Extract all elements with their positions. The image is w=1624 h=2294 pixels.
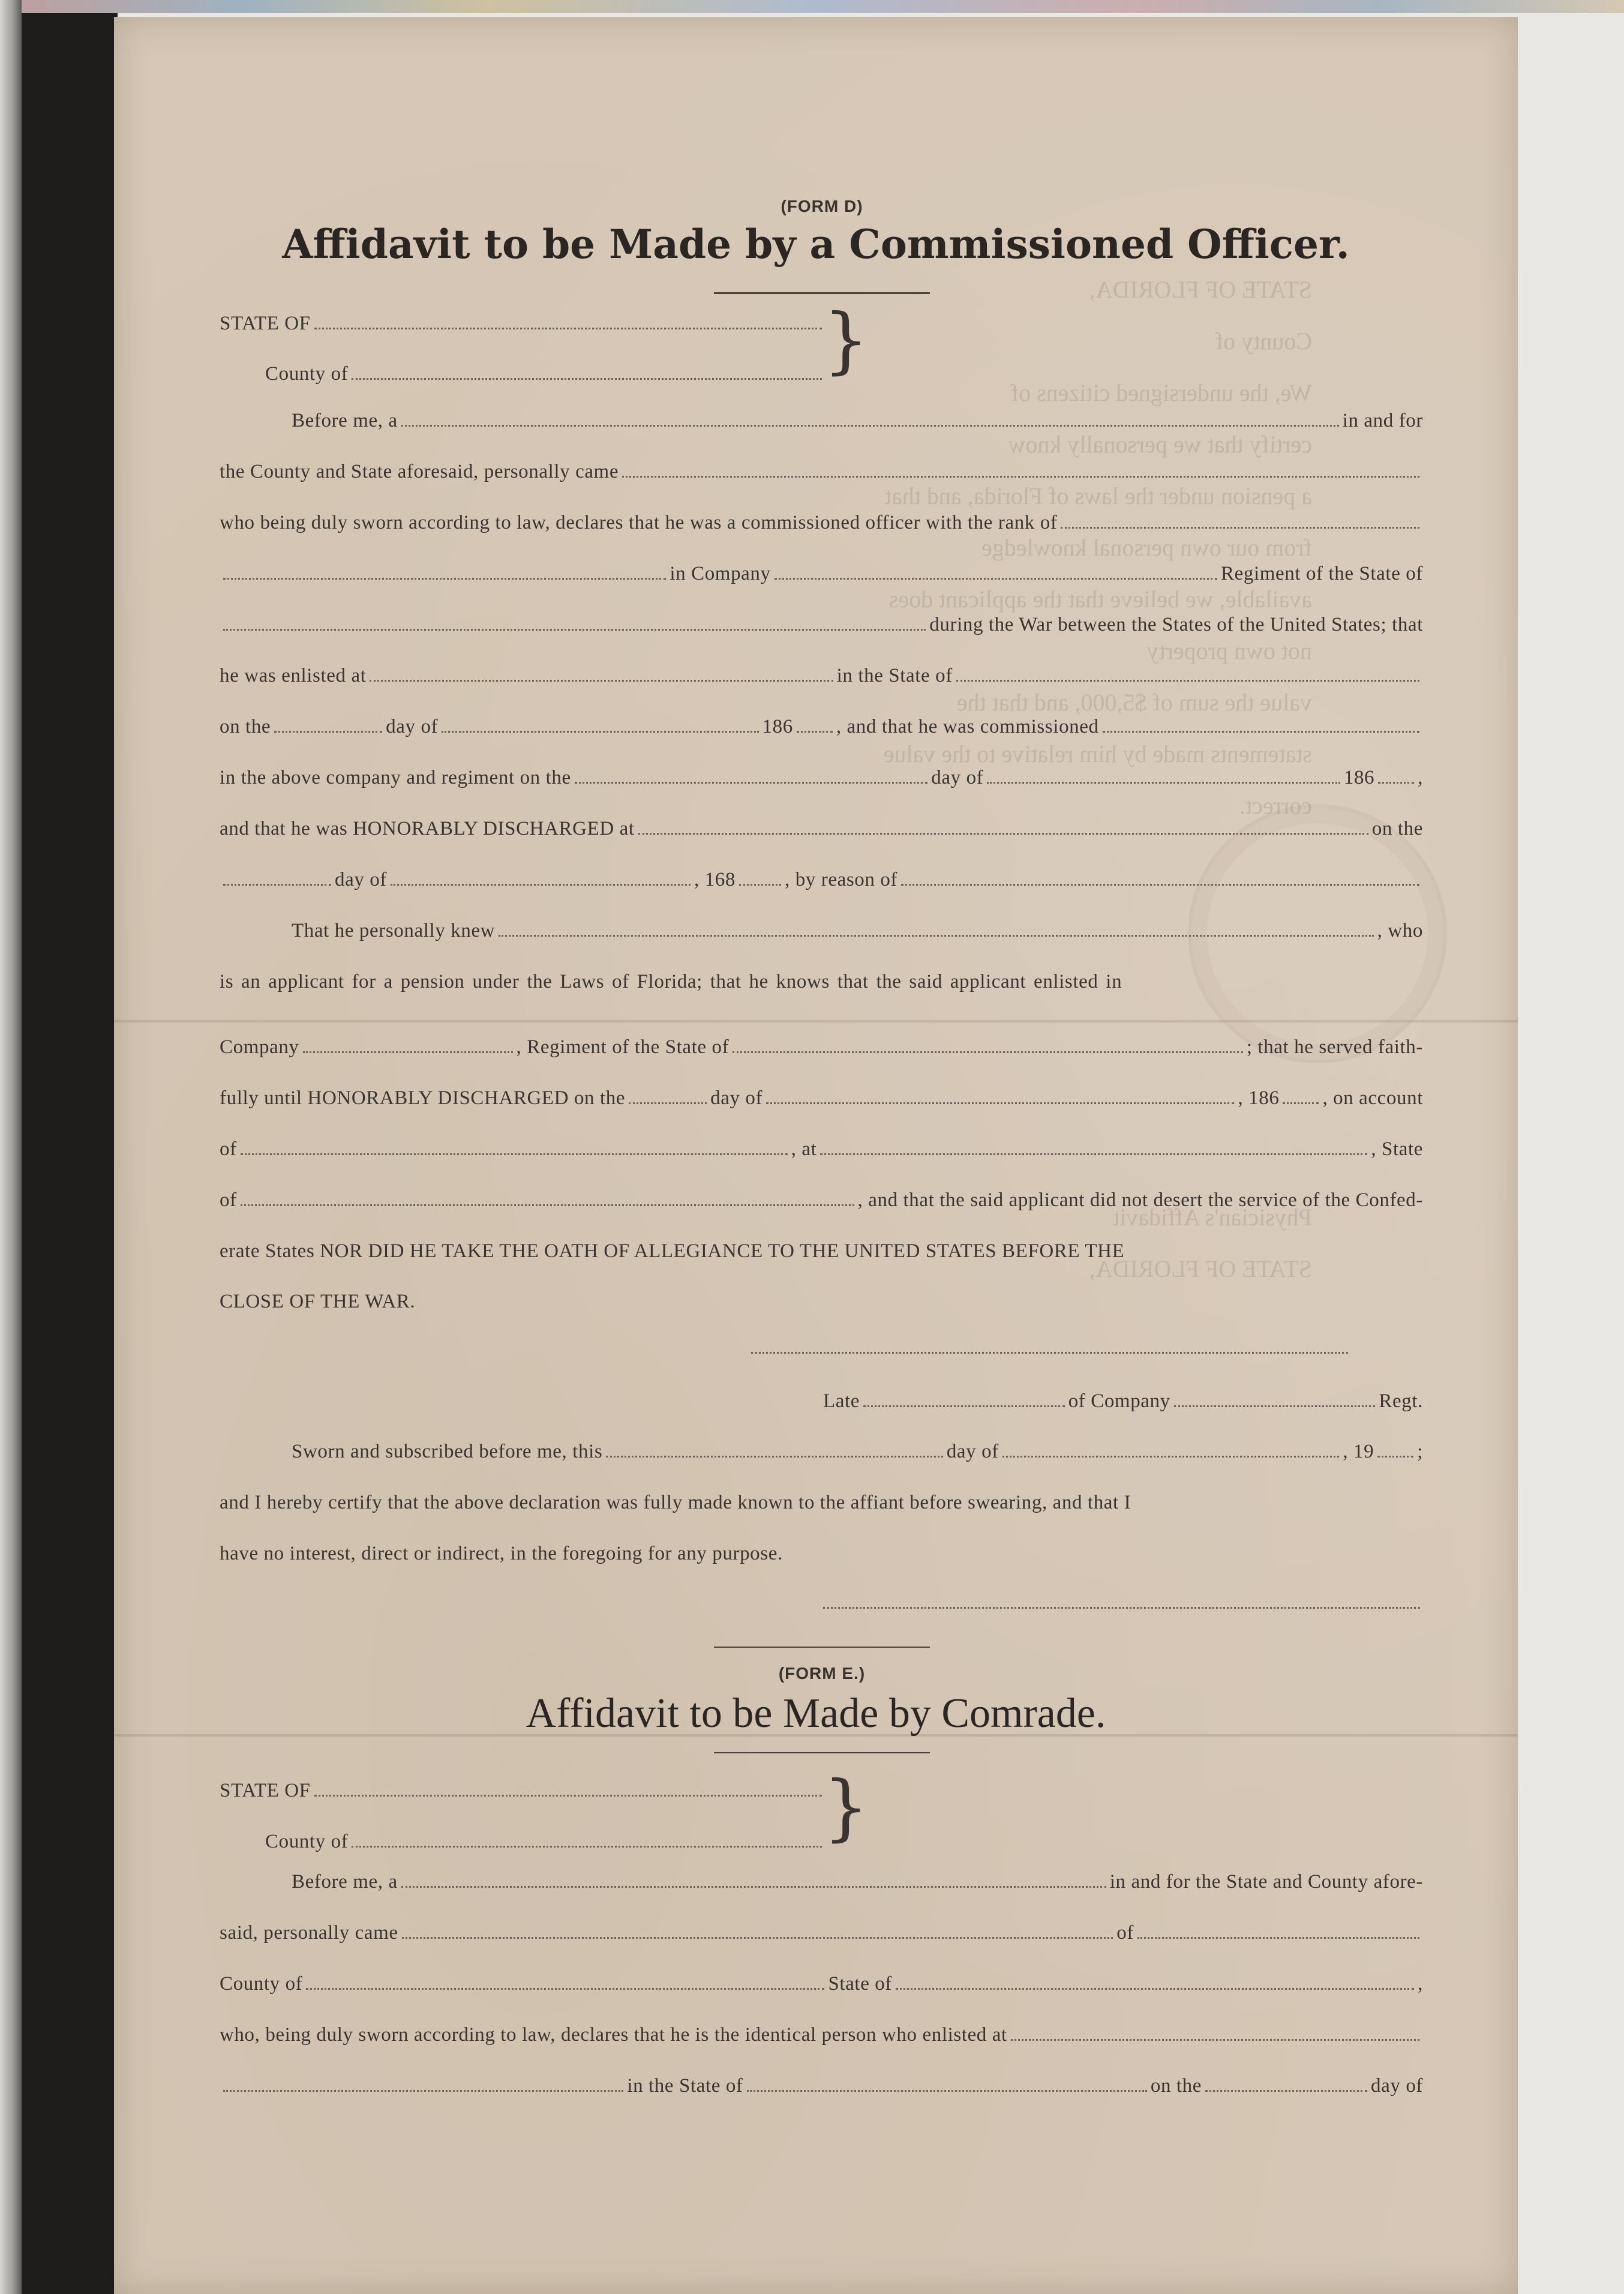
fill-line[interactable] (223, 628, 926, 631)
text: , by reason of (785, 869, 898, 890)
text: Regiment of the State of (1221, 563, 1423, 584)
field-enlisted (220, 658, 1423, 687)
label-county-of: County of (265, 363, 349, 385)
form-d-title: Affidavit to be Made by a Commissioned Officer. (282, 221, 1350, 268)
text: in the above company and regiment on the (220, 767, 571, 788)
text: during the War between the States of the United States; that (929, 614, 1423, 635)
fill-line[interactable] (223, 883, 331, 886)
text: on the (1371, 818, 1423, 839)
text-no-interest (220, 1536, 1423, 1565)
field-commissioned (220, 709, 1423, 738)
field-discharge-date (220, 862, 1423, 891)
text: day of (710, 1087, 763, 1109)
field-enlist-date-e (220, 2068, 1423, 2097)
text: in the State of (836, 665, 953, 686)
fill-line[interactable] (314, 326, 822, 329)
fill-line[interactable] (1061, 526, 1419, 529)
text: Sworn and subscribed before me, this (292, 1441, 603, 1462)
field-personally-knew (220, 913, 1423, 942)
signature-line[interactable] (751, 1352, 1348, 1354)
fill-line[interactable] (987, 781, 1340, 784)
text: , and that the said applicant did not desert the service of the Confed- (857, 1189, 1423, 1211)
fill-line[interactable] (901, 883, 1419, 886)
field-discharged-date-2 (220, 1081, 1423, 1109)
fill-line[interactable] (1205, 2089, 1367, 2092)
text: is an applicant for a pension under the Laws of Florida; that he knows that the said applicant enlisted in (220, 971, 1122, 992)
fill-line[interactable] (1378, 781, 1414, 784)
field-discharged-at (220, 811, 1423, 840)
text: Company (220, 1036, 299, 1058)
text: of Company (1068, 1390, 1170, 1412)
text: in the State of (627, 2075, 743, 2097)
show-through-line: STATE OF FLORIDA, (1089, 1255, 1312, 1282)
field-state-war (220, 607, 1423, 636)
text: State of (828, 1973, 892, 1995)
text: the County and State aforesaid, personally came (220, 461, 619, 482)
show-through-line: value the sum of $5,000, and that the statements made by him relative to the value (883, 689, 1312, 767)
fill-line[interactable] (747, 2089, 1147, 2092)
text: and that he was HONORABLY DISCHARGED at (220, 818, 635, 839)
fill-line[interactable] (629, 1101, 707, 1104)
text: , and that he was commissioned (836, 716, 1099, 737)
text: who, being duly sworn according to law, declares that he is the identical person who enlisted at (220, 2024, 1007, 2046)
fill-line[interactable] (606, 1455, 943, 1458)
field-county-of-e (265, 1824, 825, 1853)
text: CLOSE OF THE WAR. (220, 1291, 416, 1312)
fill-line[interactable] (241, 1203, 854, 1206)
text: Before me, a (292, 1871, 398, 1893)
text: on the (220, 716, 271, 737)
field-late-company (823, 1384, 1423, 1413)
show-through-line: available, we believe that the applicant does not own property (888, 586, 1312, 664)
text: ; (1417, 1441, 1424, 1462)
form-e-top-rule (714, 1647, 930, 1648)
fill-line[interactable] (1103, 730, 1419, 733)
show-through-line: correct. (1239, 792, 1312, 819)
field-personally-came-e (220, 1915, 1423, 1944)
text: , (1418, 1973, 1423, 1995)
text: day of (946, 1441, 999, 1462)
fill-line[interactable] (1137, 1936, 1419, 1939)
text: , who (1377, 920, 1423, 941)
text: day of (386, 716, 439, 737)
fill-line[interactable] (1011, 2038, 1419, 2041)
fill-line[interactable] (766, 1101, 1234, 1104)
label-state-of: STATE OF (220, 1780, 311, 1801)
text: have no interest, direct or indirect, in the foregoing for any purpose. (220, 1543, 783, 1564)
fill-line[interactable] (863, 1404, 1065, 1407)
text: fully until HONORABLY DISCHARGED on the (220, 1087, 626, 1109)
fill-line[interactable] (575, 781, 928, 784)
scan-left-edge (0, 0, 22, 2294)
text: , State (1371, 1138, 1424, 1160)
text: Before me, a (292, 410, 398, 431)
text: , 19 (1343, 1441, 1374, 1462)
officer-signature-line[interactable] (823, 1607, 1420, 1609)
text: , Regiment of the State of (516, 1036, 730, 1058)
field-enlisted-e (220, 2017, 1423, 2046)
fill-line[interactable] (638, 832, 1368, 835)
fill-line[interactable] (306, 1987, 824, 1990)
label-state-of: STATE OF (220, 313, 311, 334)
text: , on account (1322, 1087, 1423, 1109)
field-before-me (220, 403, 1423, 432)
show-through-line: We, the undersigned citizens of (1010, 379, 1312, 406)
bracket-brace: } (823, 299, 869, 382)
text: and I hereby certify that the above declaration was fully made known to the affiant before swearing, and that I (220, 1492, 1131, 1513)
field-personally-came (220, 454, 1423, 483)
text: Late (823, 1390, 860, 1412)
field-sworn-subscribed (220, 1434, 1423, 1463)
fill-line[interactable] (274, 730, 382, 733)
fill-line[interactable] (1283, 1101, 1319, 1104)
title-underline (714, 1752, 930, 1753)
fill-line[interactable] (391, 883, 691, 886)
text: That he personally knew (292, 920, 496, 941)
text: in and for (1342, 410, 1423, 431)
text: , 186 (1238, 1087, 1280, 1109)
text: on the (1150, 2075, 1202, 2097)
field-company-regiment-2 (220, 1030, 1423, 1058)
show-through-line: County of (1215, 328, 1312, 355)
field-state-of-e (220, 1773, 825, 1802)
field-account-state (220, 1132, 1423, 1161)
fill-line[interactable] (303, 1050, 513, 1053)
fill-line[interactable] (401, 424, 1339, 427)
fill-line[interactable] (622, 475, 1419, 478)
text: erate States NOR DID HE TAKE THE OATH OF ALLEGIANCE TO THE UNITED STATES BEFORE THE (220, 1240, 1125, 1262)
fill-line[interactable] (241, 1152, 788, 1155)
text-certify (220, 1485, 1423, 1514)
text-close-war (220, 1284, 1423, 1313)
show-through-line: STATE OF FLORIDA, (1089, 276, 1312, 303)
label-county-of: County of (265, 1831, 349, 1852)
scan-top-strip (0, 0, 1624, 13)
fill-line[interactable] (820, 1152, 1367, 1155)
text: of (1116, 1922, 1134, 1944)
fill-line[interactable] (370, 679, 833, 682)
text: 186 (1343, 767, 1375, 788)
fill-line[interactable] (956, 679, 1419, 682)
fill-line[interactable] (223, 577, 666, 580)
text: day of (335, 869, 387, 890)
fill-line[interactable] (1002, 1455, 1340, 1458)
fill-line[interactable] (775, 577, 1217, 580)
text: 186 (762, 716, 793, 737)
fill-line[interactable] (442, 730, 758, 733)
text: County of (220, 1973, 303, 1995)
text: day of (1371, 2075, 1424, 2097)
fill-line[interactable] (1174, 1404, 1376, 1407)
show-through-line: certify that we personally know (1008, 431, 1312, 458)
field-commission-date (220, 760, 1423, 789)
form-e-label: (FORM E.) (778, 1664, 866, 1683)
field-company-regiment (220, 556, 1423, 585)
fill-line[interactable] (499, 934, 1374, 937)
text: of (220, 1138, 237, 1160)
fill-line[interactable] (797, 730, 833, 733)
form-e-title: Affidavit to be Made by Comrade. (526, 1690, 1106, 1737)
fill-line[interactable] (402, 1936, 1113, 1939)
text: , at (791, 1138, 817, 1160)
fill-line[interactable] (401, 1885, 1106, 1888)
text: in and for the State and County afore- (1109, 1871, 1423, 1893)
text: Regt. (1379, 1390, 1423, 1412)
fill-line[interactable] (739, 883, 781, 886)
field-before-me-e (220, 1864, 1423, 1893)
dark-backing (22, 13, 118, 2294)
text: who being duly sworn according to law, declares that he was a commissioned officer with the rank of (220, 512, 1058, 533)
text-oath (220, 1234, 1423, 1263)
field-state-of (220, 306, 825, 335)
field-desert (220, 1183, 1423, 1212)
text: said, personally came (220, 1922, 398, 1944)
show-through-line: Physician's Affidavit (1112, 1204, 1312, 1231)
fill-line[interactable] (733, 1050, 1243, 1053)
field-rank (220, 505, 1423, 534)
field-county-of (265, 356, 825, 385)
fill-line[interactable] (1377, 1455, 1413, 1458)
text: he was enlisted at (220, 665, 367, 686)
form-d-label: (FORM D) (781, 197, 863, 215)
text: day of (931, 767, 984, 788)
show-through-line: a pension under the laws of Florida, and that from our own personal knowledge (884, 482, 1312, 561)
text-applicant (220, 964, 1423, 993)
text: , 168 (694, 869, 736, 890)
title-underline (714, 292, 930, 294)
fill-line[interactable] (223, 2089, 623, 2092)
bracket-brace: } (823, 1766, 869, 1849)
text: in Company (670, 563, 771, 584)
fill-line[interactable] (352, 377, 822, 380)
text: , (1418, 767, 1424, 788)
fill-line[interactable] (352, 1845, 822, 1848)
text: ; that he served faith- (1246, 1036, 1423, 1058)
fill-line[interactable] (896, 1987, 1414, 1990)
field-county-state-e (220, 1966, 1423, 1995)
text: of (220, 1189, 237, 1211)
fill-line[interactable] (314, 1794, 822, 1797)
